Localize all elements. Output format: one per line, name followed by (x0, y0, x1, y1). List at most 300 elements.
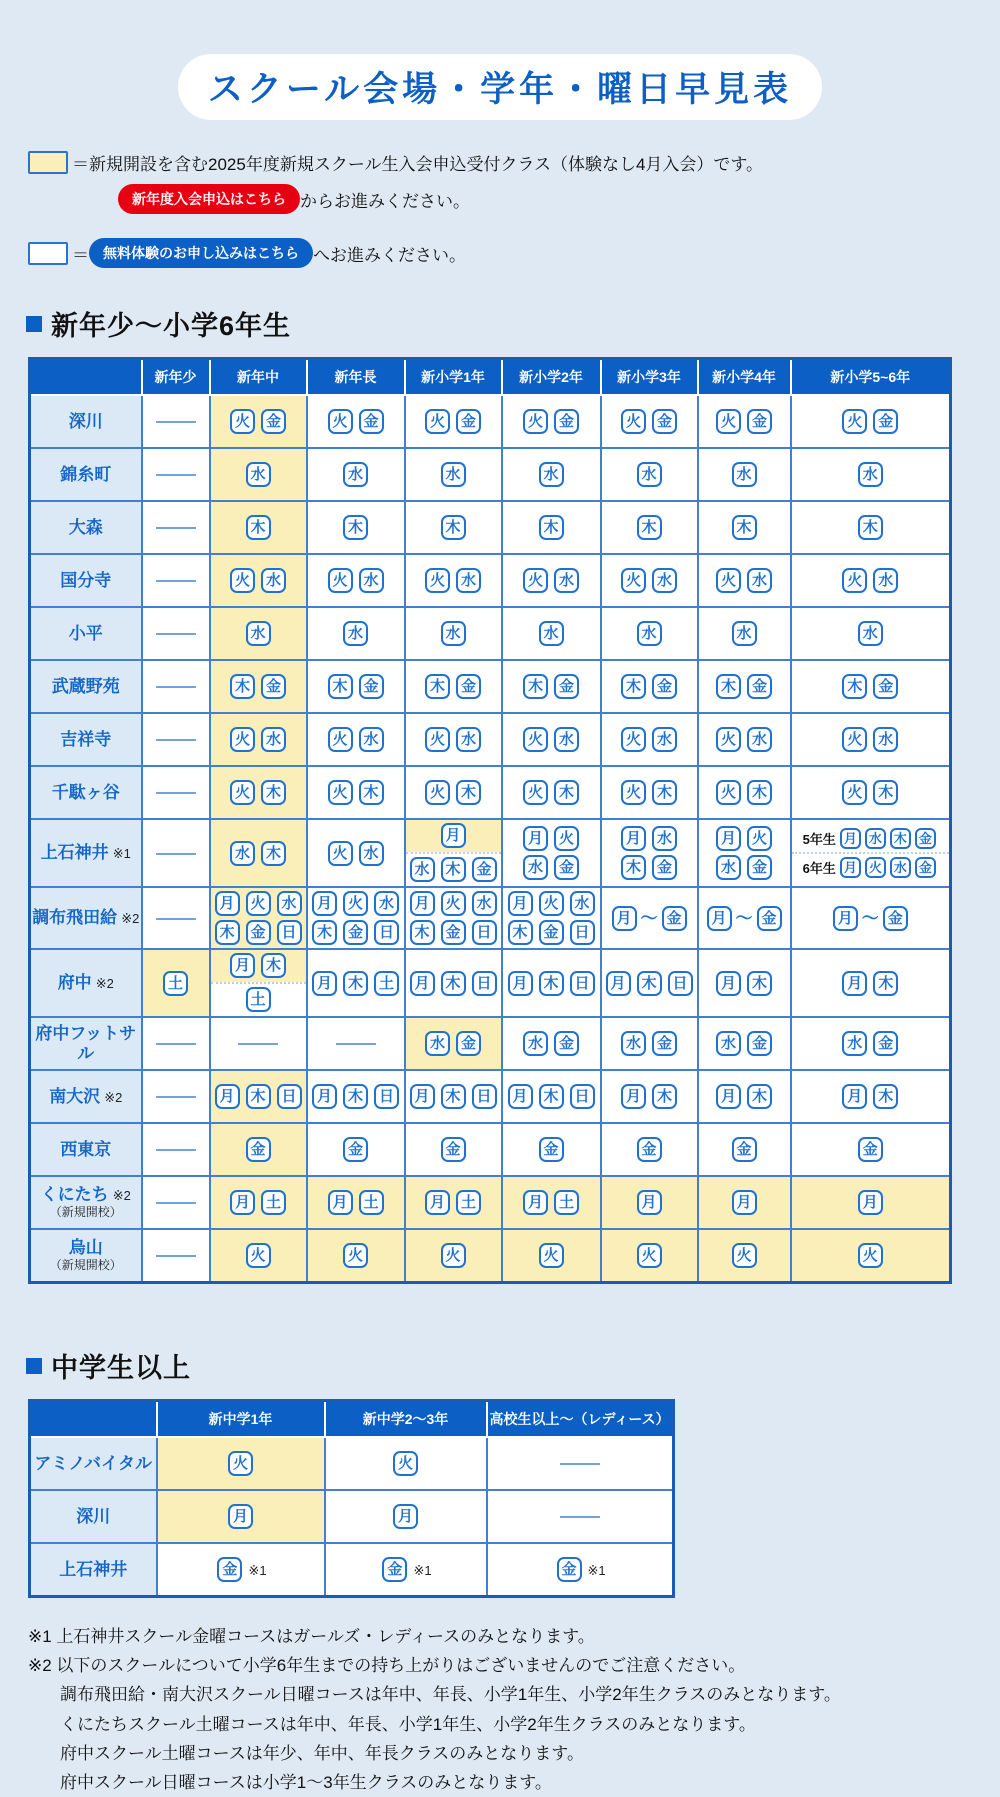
day-badge: 木 (890, 828, 911, 849)
day-badge: 火 (425, 409, 450, 434)
day-badge: 金 (343, 1137, 368, 1162)
day-line (504, 619, 599, 648)
day-badge: 土 (261, 1190, 286, 1215)
footnote-line: 府中スクール土曜コースは年少、年中、年長クラスのみとなります。 (60, 1743, 584, 1763)
section-heading-jhs-text: 中学生以上 (51, 1353, 191, 1383)
venue-name: 西東京 (60, 1139, 112, 1159)
day-badge: 水 (261, 727, 286, 752)
day-line (700, 824, 789, 853)
free-trial-button[interactable]: 無料体験のお申し込みはこちら (89, 238, 313, 268)
day-line (212, 839, 305, 868)
day-badge: 木 (441, 515, 466, 540)
day-badge: 月 (230, 953, 255, 978)
table-row (30, 501, 951, 554)
day-line (309, 1135, 403, 1164)
day-badge: 木 (441, 971, 466, 996)
day-badge: 月 (215, 1084, 240, 1109)
day-cell (698, 1070, 791, 1123)
day-cell (210, 1123, 307, 1176)
legend-row-trial (28, 238, 1000, 268)
day-badge: 火 (523, 727, 548, 752)
day-badge: 金 (858, 1137, 883, 1162)
day-badge: 火 (230, 409, 255, 434)
day-badge: 水 (441, 621, 466, 646)
range-tilde-icon: ～ (861, 909, 879, 929)
day-line (212, 1135, 305, 1164)
day-cell (601, 1229, 698, 1283)
venue-name: 上石神井 (40, 843, 109, 863)
day-cell (502, 448, 601, 501)
column-header: 新中学2～3年 (325, 1401, 487, 1438)
day-cell (791, 1123, 951, 1176)
day-cell (698, 395, 791, 448)
day-line (504, 889, 599, 918)
day-badge: 火 (246, 1243, 271, 1268)
new-year-apply-button[interactable]: 新年度入会申込はこちら (118, 184, 300, 214)
day-line (504, 778, 599, 807)
day-badge: 日 (374, 920, 399, 945)
day-cell (791, 607, 951, 660)
day-badge: 水 (456, 568, 481, 593)
day-badge: 木 (359, 780, 384, 805)
day-cell (502, 395, 601, 448)
day-badge: 月 (621, 1084, 646, 1109)
column-header: 新小学5~6年 (791, 359, 951, 396)
day-badge: 水 (621, 1031, 646, 1056)
day-cell (502, 1229, 601, 1283)
day-line (603, 1241, 696, 1270)
footnotes (28, 1622, 1000, 1797)
day-badge: 木 (425, 674, 450, 699)
day-cell (405, 887, 502, 949)
day-badge: 水 (570, 891, 595, 916)
day-badge: 水 (410, 857, 435, 882)
venue-label (30, 660, 142, 713)
no-class-dash (156, 853, 196, 855)
day-badge: 水 (732, 462, 757, 487)
day-cell (405, 819, 502, 887)
day-badge: 木 (554, 780, 579, 805)
day-line (212, 1082, 305, 1111)
day-cell (307, 448, 405, 501)
day-badge: 金 (557, 1557, 582, 1582)
day-cell (698, 501, 791, 554)
no-class-dash (156, 918, 196, 920)
day-cell (487, 1437, 674, 1490)
day-badge: 金 (539, 1137, 564, 1162)
day-line (700, 1135, 789, 1164)
day-badge: 火 (230, 727, 255, 752)
grade-day-line (792, 825, 950, 852)
square-bullet-icon (26, 316, 42, 332)
day-cell (791, 554, 951, 607)
day-cell (601, 713, 698, 766)
day-cell (698, 1017, 791, 1070)
yellow-swatch (28, 151, 68, 174)
trial-day-line (406, 852, 501, 886)
day-badge: 火 (747, 826, 772, 851)
day-cell (791, 713, 951, 766)
day-line (793, 969, 949, 998)
legend-row-apply (118, 184, 1000, 214)
no-class-dash (156, 633, 196, 635)
footnote-ref: ※2 (95, 976, 114, 992)
day-line (309, 839, 403, 868)
day-line (603, 1082, 696, 1111)
day-badge: 土 (246, 987, 271, 1012)
day-badge: 水 (865, 828, 886, 849)
day-cell (601, 660, 698, 713)
section-heading-jhs (26, 1346, 1000, 1385)
day-badge: 火 (328, 780, 353, 805)
day-cell (210, 1229, 307, 1283)
day-badge: 月 (612, 906, 637, 931)
day-line (603, 1188, 696, 1217)
day-line (793, 566, 949, 595)
day-badge: 月 (410, 1084, 435, 1109)
white-swatch (28, 242, 68, 265)
table-row (30, 887, 951, 949)
day-cell (210, 887, 307, 949)
day-line (407, 619, 500, 648)
day-line (603, 969, 696, 998)
day-line (407, 778, 500, 807)
day-cell (157, 1490, 325, 1543)
day-line (407, 1241, 500, 1270)
day-badge: 日 (472, 1084, 497, 1109)
day-badge: 土 (554, 1190, 579, 1215)
table-row (30, 1229, 951, 1283)
day-badge: 金 (873, 1031, 898, 1056)
day-badge: 金 (732, 1137, 757, 1162)
table-row (30, 607, 951, 660)
day-line (504, 1029, 599, 1058)
day-cell (307, 1229, 405, 1283)
grade-label: 6年生 (802, 861, 836, 876)
day-badge: 月 (833, 906, 858, 931)
no-class-dash (156, 739, 196, 741)
day-line (309, 969, 403, 998)
grade-label: 5年生 (802, 832, 836, 847)
day-badge: 金 (456, 674, 481, 699)
venue-label (30, 887, 142, 949)
day-badge: 水 (359, 727, 384, 752)
no-class-dash (156, 1043, 196, 1045)
day-cell (142, 1017, 210, 1070)
day-badge: 金 (343, 920, 368, 945)
day-line (407, 1135, 500, 1164)
day-line (700, 672, 789, 701)
day-badge: 土 (374, 971, 399, 996)
day-line (603, 1135, 696, 1164)
column-header: 新中学1年 (157, 1401, 325, 1438)
day-cell (698, 660, 791, 713)
day-cell (307, 607, 405, 660)
day-cell (502, 554, 601, 607)
day-badge: 金 (472, 857, 497, 882)
day-cell (502, 660, 601, 713)
header-row (30, 1401, 674, 1438)
venue-label (30, 448, 142, 501)
day-badge: 月 (441, 823, 466, 848)
day-cell (142, 887, 210, 949)
day-badge: 金 (652, 674, 677, 699)
day-range (700, 904, 789, 933)
day-cell (698, 766, 791, 819)
day-cell (142, 1176, 210, 1229)
day-badge: 木 (441, 857, 466, 882)
day-badge: 木 (539, 1084, 564, 1109)
page (0, 54, 1000, 1793)
day-badge: 月 (716, 971, 741, 996)
day-cell (601, 819, 698, 887)
day-badge: 日 (277, 920, 302, 945)
day-cell (307, 819, 405, 887)
day-line (504, 460, 599, 489)
day-cell (210, 1176, 307, 1229)
day-line (212, 672, 305, 701)
day-line (700, 1241, 789, 1270)
no-class-dash (156, 686, 196, 688)
day-badge: 金 (747, 855, 772, 880)
day-badge: 水 (261, 568, 286, 593)
no-class-dash (156, 474, 196, 476)
day-badge: 火 (328, 409, 353, 434)
day-badge: 月 (858, 1190, 883, 1215)
day-cell (405, 1176, 502, 1229)
day-badge: 水 (890, 857, 911, 878)
day-badge: 水 (523, 1031, 548, 1056)
day-cell (405, 448, 502, 501)
day-cell (698, 607, 791, 660)
day-badge: 火 (637, 1243, 662, 1268)
day-line (212, 407, 305, 436)
day-badge: 木 (261, 780, 286, 805)
day-badge: 月 (508, 891, 533, 916)
day-badge: 金 (883, 906, 908, 931)
day-badge: 月 (716, 1084, 741, 1109)
column-header: 新小学1年 (405, 359, 502, 396)
day-cell (210, 1070, 307, 1123)
day-badge: 火 (621, 727, 646, 752)
footnote-ref: ※2 (121, 911, 140, 927)
venue-label (30, 949, 142, 1017)
day-badge: 木 (873, 1084, 898, 1109)
day-badge: 金 (554, 1031, 579, 1056)
day-line (793, 407, 949, 436)
day-line (212, 619, 305, 648)
day-badge: 月 (716, 826, 741, 851)
day-cell (791, 1070, 951, 1123)
day-line (489, 1555, 671, 1584)
day-cell (791, 395, 951, 448)
day-badge: 金 (652, 1031, 677, 1056)
day-badge: 木 (637, 971, 662, 996)
day-line (212, 1188, 305, 1217)
day-badge: 木 (858, 515, 883, 540)
day-cell (791, 448, 951, 501)
day-cell (142, 949, 210, 1017)
day-badge: 火 (441, 891, 466, 916)
day-badge: 火 (716, 568, 741, 593)
day-line (309, 778, 403, 807)
day-badge: 火 (621, 780, 646, 805)
day-badge: 金 (757, 906, 782, 931)
venue-name: 南大沢 (49, 1086, 101, 1106)
table-row (30, 448, 951, 501)
schedule-table-jhs (28, 1399, 675, 1598)
day-cell (487, 1543, 674, 1597)
day-badge: 火 (842, 568, 867, 593)
day-badge: 月 (425, 1190, 450, 1215)
day-badge: 木 (747, 780, 772, 805)
day-badge: 火 (539, 891, 564, 916)
footnote-line: 調布飛田給・南大沢スクール日曜コースは年中、年長、小学1年生、小学2年生クラスのみとなります。 (60, 1685, 841, 1705)
day-line (603, 1029, 696, 1058)
column-header: 新小学3年 (601, 359, 698, 396)
day-line (700, 619, 789, 648)
venue-name: 府中 (57, 973, 92, 993)
day-cell (502, 1123, 601, 1176)
day-badge: 水 (554, 568, 579, 593)
day-badge: 水 (539, 462, 564, 487)
day-line (603, 460, 696, 489)
day-badge: 火 (441, 1243, 466, 1268)
day-badge: 金 (441, 1137, 466, 1162)
day-cell (601, 949, 698, 1017)
day-badge: 月 (410, 891, 435, 916)
day-line (504, 1082, 599, 1111)
table-row (30, 1176, 951, 1229)
day-badge: 金 (873, 674, 898, 699)
new-intake-day-line (211, 950, 306, 982)
day-badge: 火 (328, 727, 353, 752)
venue-label (30, 819, 142, 887)
footnote-line: くにたちスクール土曜コースは年中、年長、小学1年生、小学2年生クラスのみとなります。 (60, 1714, 756, 1734)
venue-name: 錦糸町 (60, 464, 112, 484)
footnote-ref: ※1 (413, 1562, 432, 1578)
day-cell (142, 713, 210, 766)
day-badge: 火 (865, 857, 886, 878)
venue-name: 国分寺 (60, 570, 112, 590)
day-line (700, 1188, 789, 1217)
day-badge: 火 (425, 727, 450, 752)
day-badge: 木 (215, 920, 240, 945)
day-cell (601, 1017, 698, 1070)
day-line (603, 778, 696, 807)
day-badge: 金 (359, 674, 384, 699)
day-badge: 水 (652, 727, 677, 752)
day-cell (405, 554, 502, 607)
day-cell (157, 1543, 325, 1597)
day-cell (791, 660, 951, 713)
day-cell (142, 1123, 210, 1176)
day-line (504, 566, 599, 595)
day-line (407, 1029, 500, 1058)
day-line (212, 918, 305, 947)
table-row (30, 1017, 951, 1070)
day-badge: 水 (230, 841, 255, 866)
no-class-dash (560, 1463, 600, 1465)
day-badge: 水 (359, 568, 384, 593)
day-line (407, 566, 500, 595)
column-header: 新小学2年 (502, 359, 601, 396)
day-line (793, 460, 949, 489)
day-cell (405, 1229, 502, 1283)
column-header: 高校生以上～（レディース） (487, 1401, 674, 1438)
day-badge: 火 (539, 1243, 564, 1268)
day-line (793, 1082, 949, 1111)
day-badge: 木 (652, 780, 677, 805)
day-badge: 火 (230, 568, 255, 593)
day-badge: 木 (652, 1084, 677, 1109)
day-badge: 火 (842, 409, 867, 434)
day-badge: 木 (732, 515, 757, 540)
day-line (407, 460, 500, 489)
venue-label (30, 1070, 142, 1123)
day-badge: 水 (539, 621, 564, 646)
day-badge: 木 (343, 515, 368, 540)
day-cell (487, 1490, 674, 1543)
day-badge: 金 (539, 920, 564, 945)
day-badge: 火 (343, 891, 368, 916)
day-badge: 火 (732, 1243, 757, 1268)
day-line (309, 460, 403, 489)
footnote-line: ※1 上石神井スクール金曜コースはガールズ・レディースのみとなります。 (28, 1627, 595, 1646)
day-cell (142, 501, 210, 554)
day-badge: 木 (261, 953, 286, 978)
day-line (504, 918, 599, 947)
day-badge: 金 (652, 409, 677, 434)
day-badge: 水 (246, 462, 271, 487)
table-row (30, 1123, 951, 1176)
day-badge: 月 (732, 1190, 757, 1215)
day-badge: 金 (652, 855, 677, 880)
day-badge: 火 (621, 568, 646, 593)
day-line (700, 853, 789, 882)
title-banner (178, 54, 822, 120)
day-line (793, 513, 949, 542)
day-badge: 金 (554, 674, 579, 699)
day-cell (142, 395, 210, 448)
day-cell (210, 949, 307, 1017)
no-class-dash (560, 1516, 600, 1518)
venue-name: 府中フットサル (35, 1023, 137, 1063)
day-line (159, 1449, 323, 1478)
day-cell (210, 395, 307, 448)
day-cell (502, 766, 601, 819)
day-line (407, 889, 500, 918)
legend-trial-after-text: へお進みください。 (313, 245, 466, 265)
day-badge: 金 (747, 1031, 772, 1056)
range-tilde-icon: ～ (735, 909, 753, 929)
no-class-dash (156, 1202, 196, 1204)
day-badge: 火 (716, 727, 741, 752)
table-row (30, 1490, 674, 1543)
day-badge: 金 (637, 1137, 662, 1162)
legend-row-new-class (28, 150, 1000, 175)
day-cell (405, 766, 502, 819)
venue-name: 調布飛田給 (32, 908, 118, 928)
day-cell (142, 607, 210, 660)
day-cell (307, 554, 405, 607)
day-cell (698, 554, 791, 607)
day-badge: 水 (652, 568, 677, 593)
day-cell (502, 501, 601, 554)
day-badge: 金 (217, 1557, 242, 1582)
day-line (793, 778, 949, 807)
venue-name: 小平 (68, 623, 103, 643)
